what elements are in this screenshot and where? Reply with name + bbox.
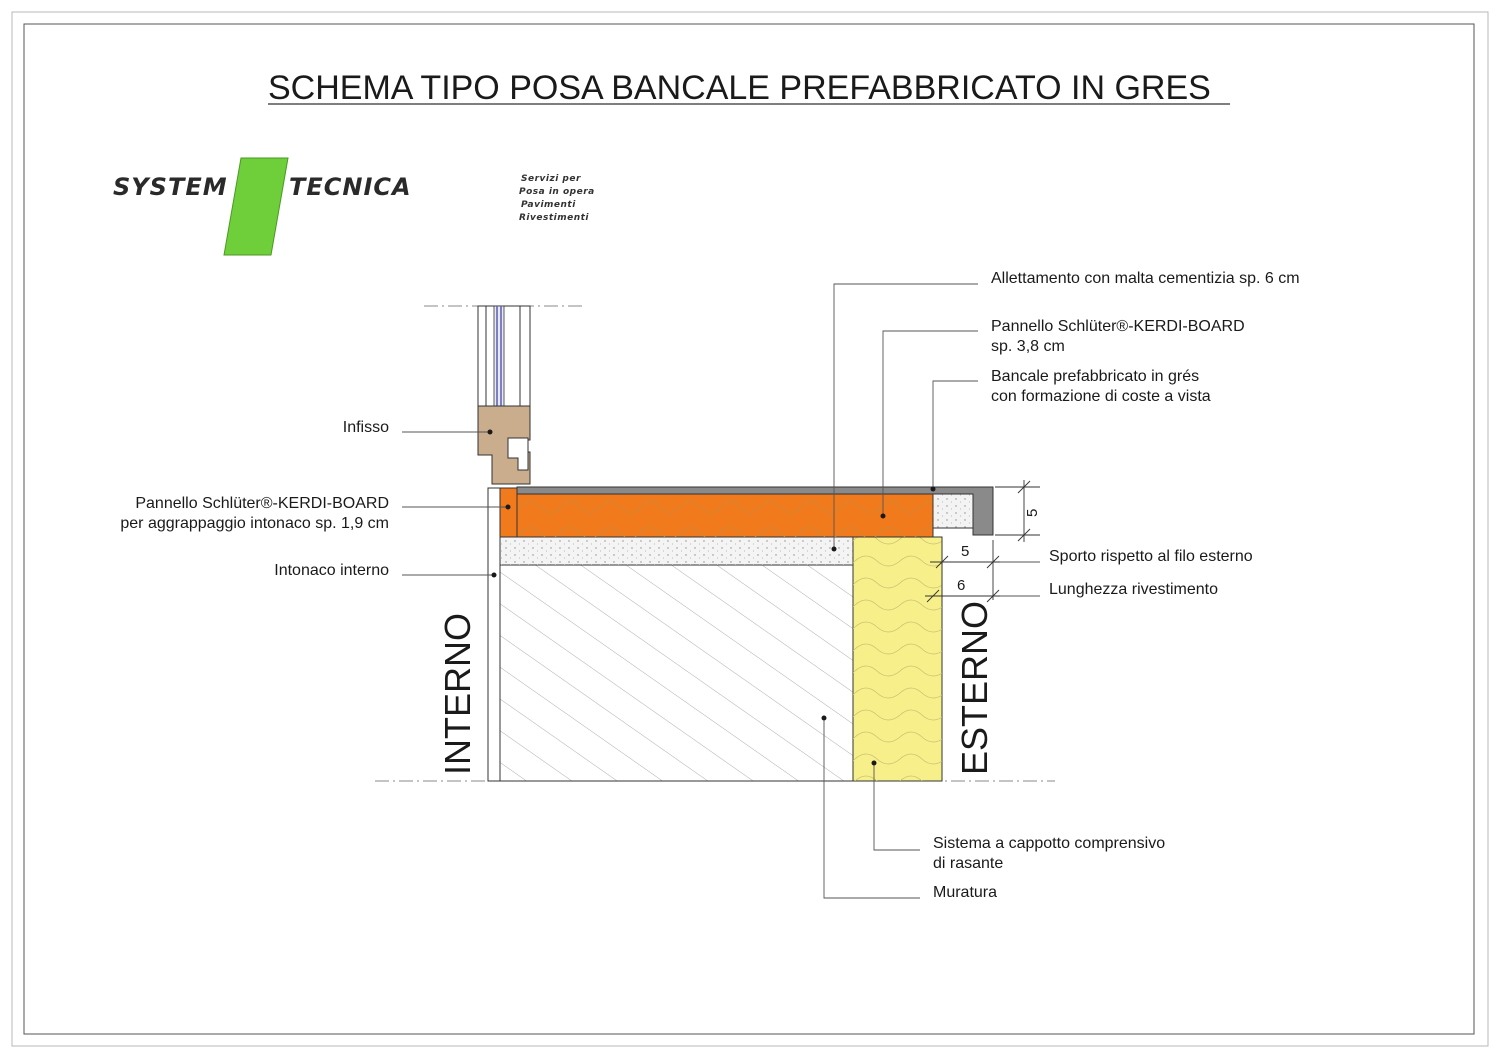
label-kerdi-board-2: sp. 3,8 cm	[991, 338, 1065, 355]
dimension-bancale: 5	[1024, 508, 1041, 517]
sill-nose-texture	[933, 494, 973, 528]
label-kerdi-board-1: Pannello Schlüter®-KERDI-BOARD	[991, 318, 1245, 335]
zone-interno: INTERNO	[437, 613, 478, 775]
label-kerdi-intonaco-1: Pannello Schlüter®-KERDI-BOARD	[135, 495, 389, 512]
insulation-texture	[853, 537, 942, 781]
label-cappotto-1: Sistema a cappotto comprensivo	[933, 835, 1166, 852]
kerdi-board-texture	[517, 493, 933, 537]
company-logo	[113, 158, 595, 255]
masonry-wall	[500, 565, 853, 781]
label-bancale-1: Bancale prefabbricato in grés	[991, 368, 1200, 385]
logo-tagline-2: Posa in opera	[519, 187, 595, 197]
dimension-sporto: 5	[961, 543, 970, 560]
kerdi-board-plaster-key	[500, 488, 517, 537]
logo-accent-bar	[224, 158, 288, 255]
logo-tagline-4: Rivestimenti	[519, 213, 590, 223]
drawing-title: SCHEMA TIPO POSA BANCALE PREFABBRICATO IN GRES	[268, 69, 1211, 107]
zone-esterno: ESTERNO	[954, 600, 995, 775]
label-sporto: Sporto rispetto al filo esterno	[1049, 548, 1253, 565]
label-intonaco-interno: Intonaco interno	[274, 562, 389, 579]
label-bancale-2: con formazione di coste a vista	[991, 388, 1211, 405]
dimension-rivestimento: 6	[957, 577, 966, 594]
label-kerdi-intonaco-2: per aggrappaggio intonaco sp. 1,9 cm	[120, 515, 389, 532]
logo-right: TECNICA	[289, 173, 412, 201]
label-muratura: Muratura	[933, 884, 998, 901]
mortar-texture	[500, 537, 853, 565]
internal-plaster	[488, 488, 500, 781]
label-allettamento: Allettamento con malta cementizia sp. 6 cm	[991, 270, 1300, 287]
window-frame	[478, 306, 530, 484]
window-glass	[494, 306, 504, 408]
logo-left: SYSTEM	[113, 173, 228, 201]
logo-tagline-1: Servizi per	[521, 174, 581, 184]
logo-tagline-3: Pavimenti	[521, 200, 576, 210]
label-cappotto-2: di rasante	[933, 855, 1004, 872]
label-lunghezza: Lunghezza rivestimento	[1049, 581, 1218, 598]
label-infisso: Infisso	[342, 419, 389, 436]
